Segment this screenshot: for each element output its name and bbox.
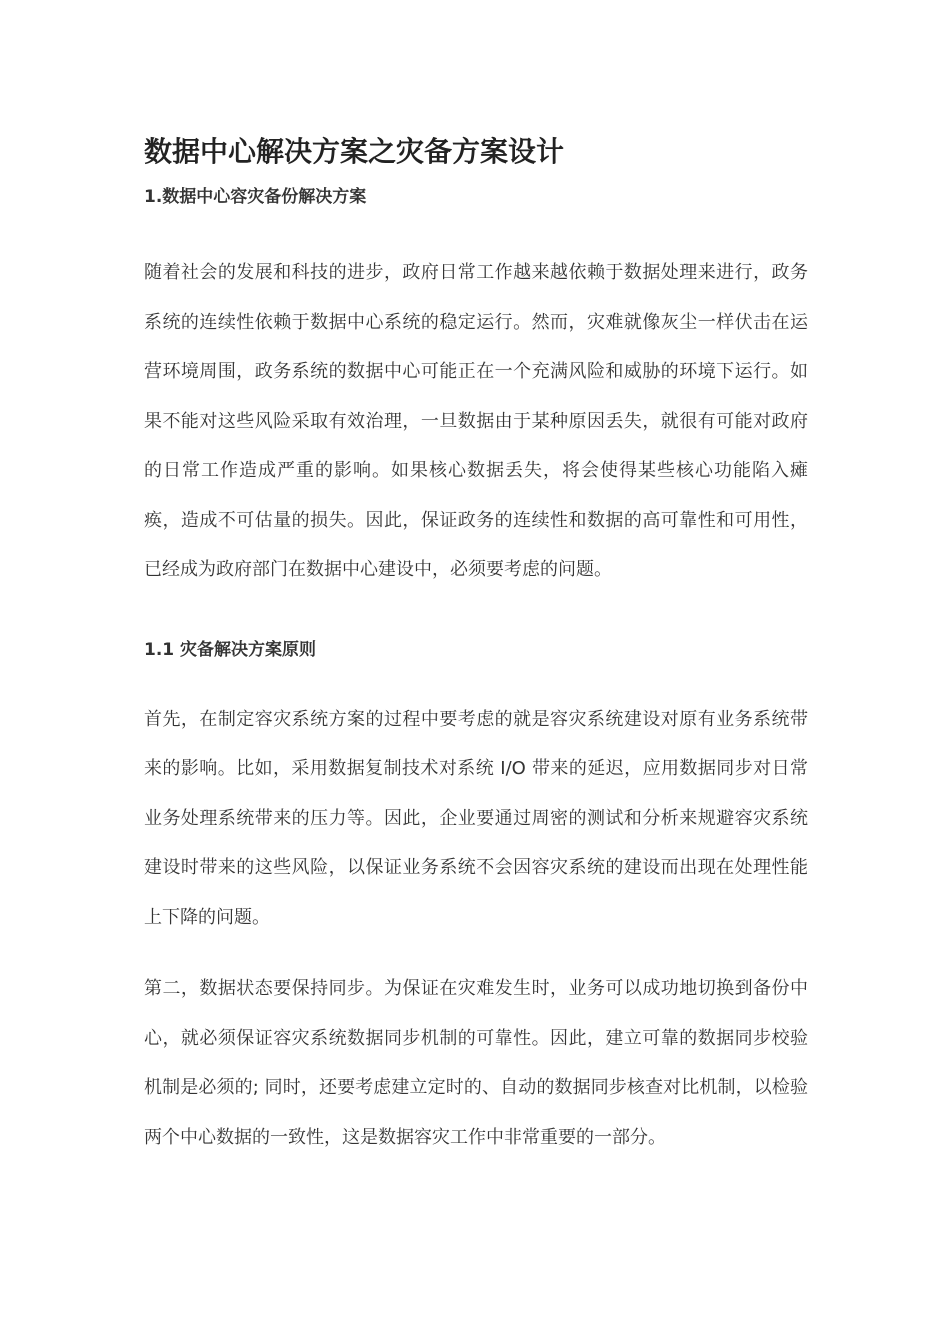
section-heading-1-1: 1.1 灾备解决方案原则	[144, 639, 317, 660]
paragraph-principle-second: 第二，数据状态要保持同步。为保证在灾难发生时，业务可以成功地切换到备份中心，就必须保证容灾系统数据同步机制的可靠性。因此，建立可靠的数据同步校验机制是必须的; 同时，还要考虑建立定时的、自动的数据同步核查对比机制，以检验两个中心数据的一致性，这是数据容灾工作中非常重要的一部分。	[144, 978, 808, 1148]
paragraph-intro: 随着社会的发展和科技的进步，政府日常工作越来越依赖于数据处理来进行，政务系统的连续性依赖于数据中心系统的稳定运行。然而，灾难就像灰尘一样伏击在运营环境周围，政务系统的数据中心可能正在一个充满风险和威胁的环境下运行。如果不能对这些风险采取有效治理，一旦数据由于某种原因丢失，就很有可能对政府的日常工作造成严重的影响。如果核心数据丢失，将会使得某些核心功能陷入瘫痪，造成不可估量的损失。因此，保证政务的连续性和数据的高可靠性和可用性，已经成为政府部门在数据中心建设中，必须要考虑的问题。	[144, 262, 808, 580]
section-heading-1: 1.数据中心容灾备份解决方案	[144, 187, 367, 207]
document-title: 数据中心解决方案之灾备方案设计	[144, 135, 565, 168]
document-page	[144, 128, 808, 1162]
paragraph-principle-first: 首先，在制定容灾系统方案的过程中要考虑的就是容灾系统建设对原有业务系统带来的影响。比如，采用数据复制技术对系统 I/O 带来的延迟，应用数据同步对日常业务处理系统带来的压力等。因此，企业要通过周密的测试和分析来规避容灾系统建设时带来的这些风险，以保证业务系统不会因容灾系统的建设而出现在处理性能上下降的问题。	[144, 708, 808, 928]
